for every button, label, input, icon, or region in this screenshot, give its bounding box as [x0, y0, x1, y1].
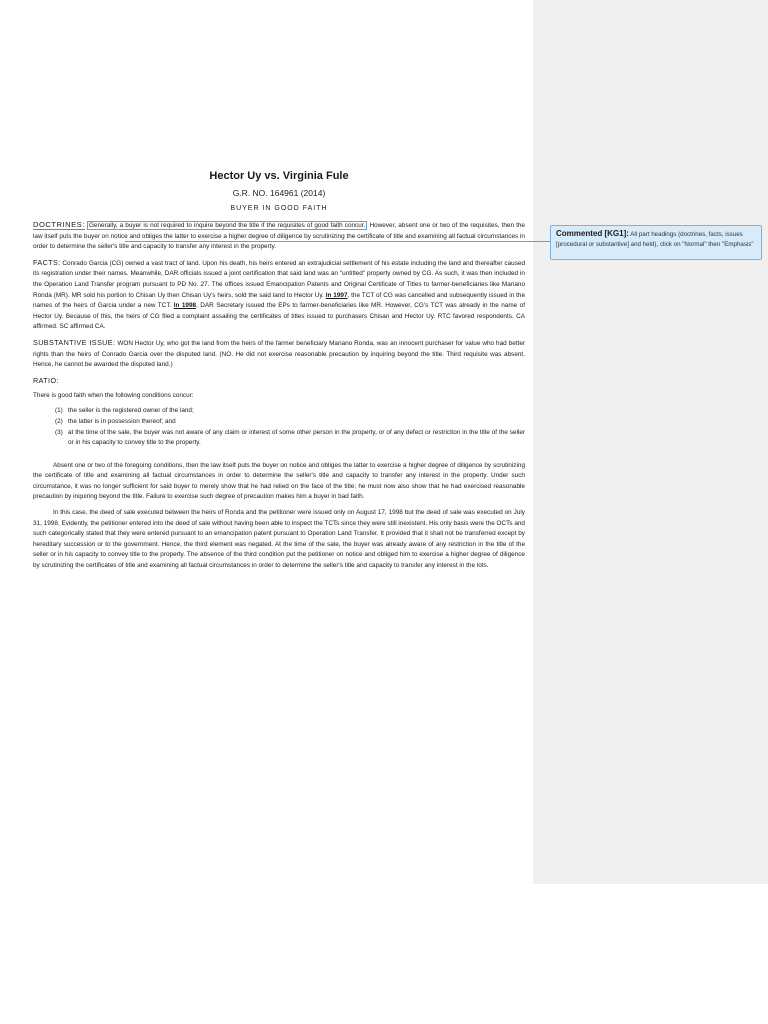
facts-label: FACTS:	[33, 257, 61, 267]
comment-text: All part headings (doctrines, facts, issues [procedural or substantive] and held), click on "Normal" then "Emphasis"	[556, 231, 754, 248]
conditions-list	[33, 406, 525, 448]
doctrines-text: However, absent one or two of the requisites, then the law itself puts the buyer on notice and obliges the latter to exercise a higher degree of diligence by scrutinizing the certificate of title and examining all factual circumstances in order to determine the seller's title and capacity to transfer any interest in the property.	[33, 222, 525, 251]
comment-connector-line	[125, 241, 550, 242]
ratio-intro: There is good faith when the following conditions concur:	[33, 391, 194, 399]
facts-text-2: , the TCT of CG was cancelled and subsequently issued in the names of the heirs of Garcia under a new TCT.	[33, 291, 525, 310]
comment-margin-pane	[533, 0, 768, 884]
ratio-paragraph-1: Absent one or two of the foregoing conditions, then the law itself puts the buyer on notice and obliges the latter to exercise a higher degree of diligence by scrutinizing the certificate of title and examining all factual circumstances in order to determine the seller's title and capacity to transfer any interest in the property. Under such circumstance, it was no longer sufficient for said buyer to merely show that he had relied on the face of the title; he must now also show that he had exercised reasonable precaution by inquiring beyond the title. Failure to exercise such degree of precaution makes him a buyer in bad faith.	[33, 461, 525, 501]
commented-text[interactable]: Generally, a buyer is not required to inquire beyond the title if the requisites of good faith concur.	[88, 222, 366, 229]
case-title: Hector Uy vs. Virginia Fule	[209, 170, 349, 182]
facts-year-1997: In 1997	[325, 291, 348, 299]
comment-author: Commented [KG1]:	[556, 229, 629, 238]
issue-label: SUBSTANTIVE ISSUE:	[33, 337, 116, 347]
list-item: (3) at the time of the sale, the buyer was not aware of any claim or interest of some other person in the property, or of any defect or restriction in the title of the seller or in his capacity to convey title to the property.	[55, 428, 525, 447]
list-item: (1) the seller is the registered owner of the land;	[55, 407, 194, 415]
facts-text-3: , DAR Secretary issued the EPs to farmer-beneficiaries like MR. However, CG's TCT was already in the name of Hector Uy. Because of this, the heirs of CG filed a complaint assailing the certificates of titles issued to purchasers Chisan and Hector Uy. RTC favored respondents. CA affirmed. SC affirmed CA.	[33, 302, 526, 331]
doctrines-label[interactable]: DOCTRINES:	[33, 220, 85, 229]
facts-year-1998: In 1998	[173, 302, 197, 310]
list-item: (2) the latter is in possession thereof; and	[55, 417, 176, 425]
facts-text-1: Conrado Garcia (CG) owned a vast tract of land. Upon his death, his heirs entered an extrajudicial settlement of his estate including the land and thereafter caused its registration under their names. Meanwhile, DAR officials issued a joint certification that said land was an "untitled" property owned by CG. As such, it was then included in the Operation Land Transfer program pursuant to PD No. 27. The offices issued Emancipation Patents and Original Certificate of Titles to farmer-beneficiaries like Mariano Ronda (MR). MR sold his portion to Chisan Uy then Chisan Uy's heirs, sold the said land to Hector Uy.	[33, 259, 525, 299]
comment-balloon[interactable]	[550, 225, 762, 260]
issue-paragraph	[33, 338, 525, 371]
gr-number: G.R. NO. 164961 (2014)	[232, 188, 326, 198]
doctrines-paragraph	[33, 220, 525, 253]
facts-paragraph	[33, 258, 525, 333]
document-body	[33, 170, 525, 577]
ratio-label: RATIO:	[33, 375, 59, 385]
topic-heading: BUYER IN GOOD FAITH	[230, 205, 328, 212]
issue-text: WON Hector Uy, who got the land from the heirs of the farmer beneficiary Mariano Ronda, was an innocent purchaser for value who had better rights than the heirs of Conrado Garcia over the disputed land. (NO. He did not exercise reasonable precaution by inquiring beyond the title. Third requisite was absent. Hence, he cannot be awarded the disputed land.)	[33, 339, 526, 369]
ratio-paragraph-2: In this case, the deed of sale executed between the heirs of Ronda and the petitioner were issued only on August 17, 1998 but the deed of sale was executed on July 31, 1998. Evidently, the petitioner entered into the deed of sale without having been able to inspect the TCTs since they were still inexistent. His only basis were the OCTs and such categorically stated that they were entered pursuant to an emancipation patent pursuant to Operation Land Transfer. It provided that it shall not be transferred except by hereditary succession or to the government. Hence, the third element was negated. At the time of the sale, the buyer was already aware of any restriction in the title of the seller or in his capacity to convey title to the property. The absence of the third condition put the petitioner on notice and obliged him to exercise a higher degree of diligence by scrutinizing the certificates of title and examining all factual circumstances in order to determine the seller's title and capacity to transfer any interest in the lots.	[33, 509, 525, 570]
